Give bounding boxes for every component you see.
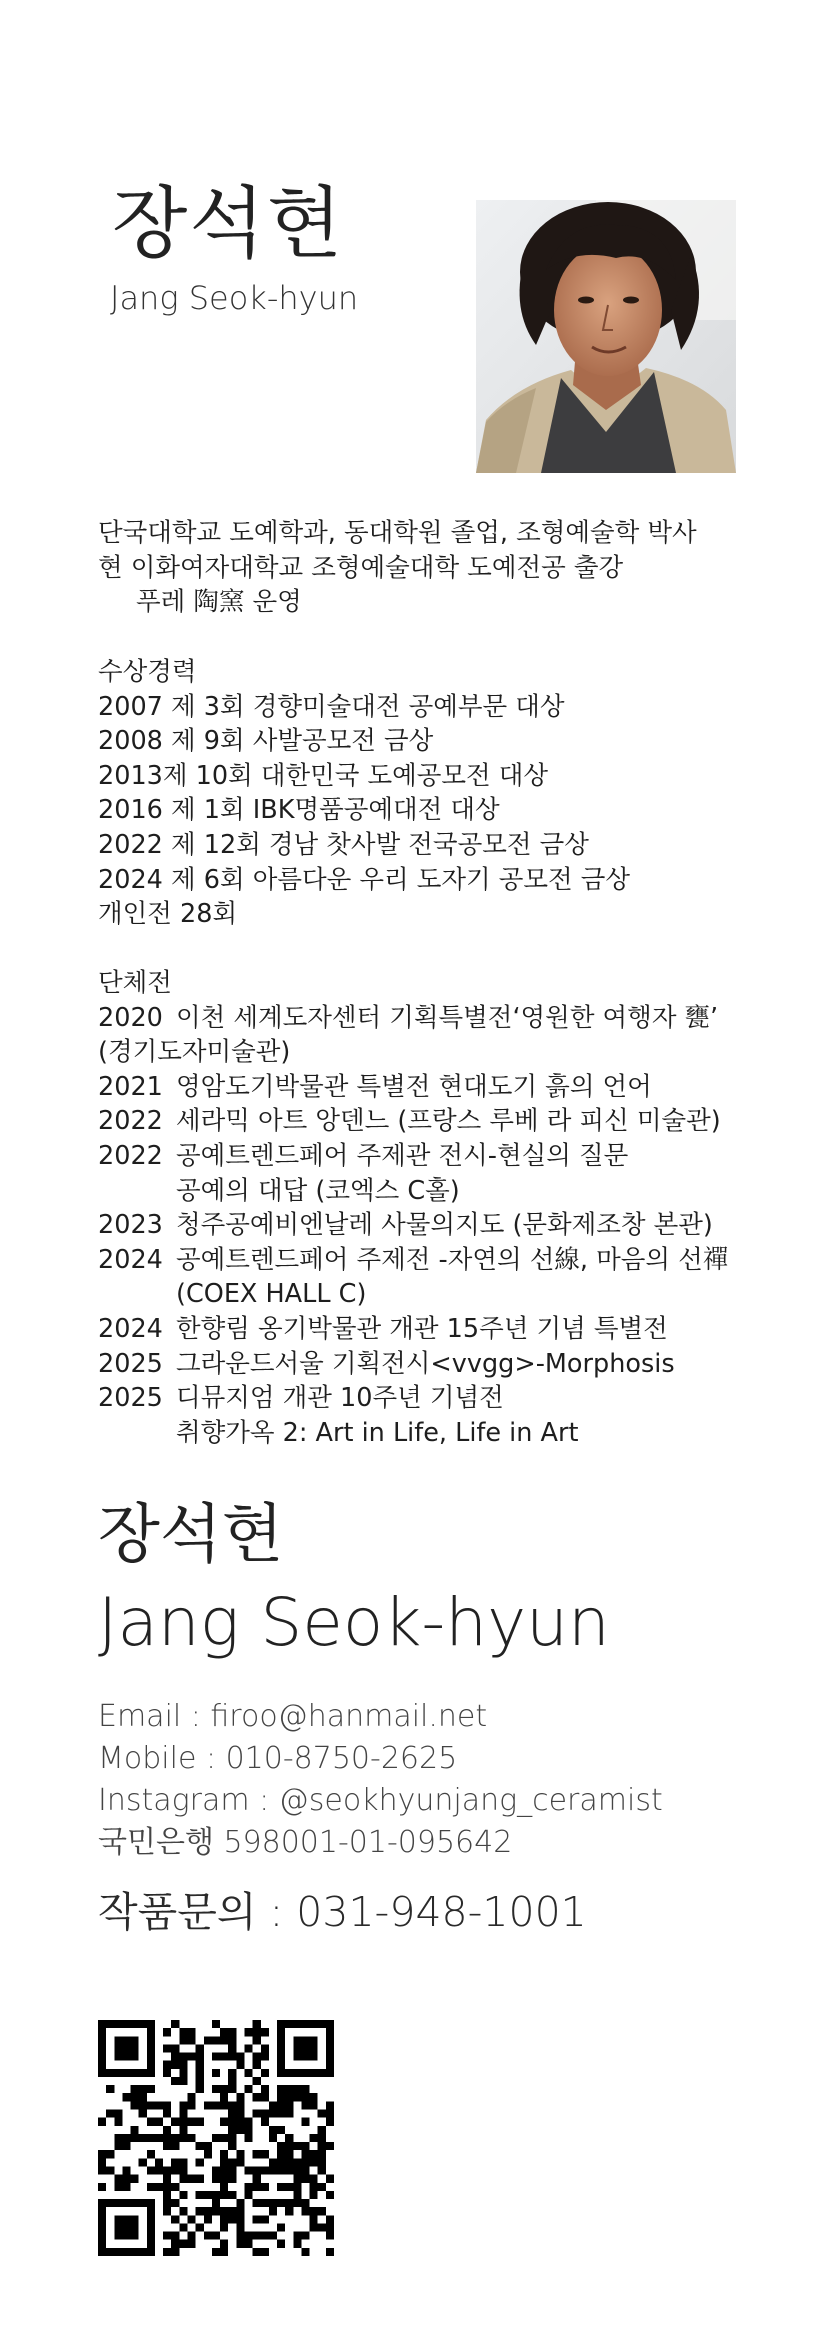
qr-code-icon[interactable] [98, 2020, 334, 2256]
contact-mobile[interactable]: Mobile : 010-8750-2625 [98, 1741, 458, 1776]
award-item: 2013제 10회 대한민국 도예공모전 대상 [98, 760, 548, 791]
exhibition-entry [98, 1208, 728, 1243]
education-line: 푸레 陶窯 운영 [136, 587, 302, 618]
exhibition-title: 이천 세계도자센터 기획특별전‘영원한 여행자 甕’ [176, 1002, 719, 1033]
exhibition-title: 세라믹 아트 앙덴느 (프랑스 루베 라 피신 미술관) [176, 1106, 721, 1137]
footer-name-korean: 장석현 [98, 1498, 284, 1572]
exhibition-continuation: 공예의 대답 (코엑스 C홀) [176, 1175, 460, 1206]
exhibition-title: 청주공예비엔날레 사물의지도 (문화제조창 본관) [176, 1210, 713, 1241]
exhibition-title: 한향림 옹기박물관 개관 15주년 기념 특별전 [176, 1313, 668, 1344]
exhibition-entry [98, 1243, 728, 1278]
exhibition-entry [98, 1381, 728, 1416]
exhibition-entry [98, 1001, 728, 1036]
footer-name-english: Jang Seok-hyun [98, 1584, 610, 1661]
group-heading: 단체전 [98, 968, 172, 998]
award-item: 2007 제 3회 경향미술대전 공예부문 대상 [98, 691, 565, 722]
contact-block [98, 1696, 663, 1864]
award-item: 개인전 28회 [98, 899, 238, 930]
award-item: 2022 제 12회 경남 찻사발 전국공모전 금상 [98, 829, 589, 860]
exhibition-title: 영암도기박물관 특별전 현대도기 흙의 언어 [176, 1071, 652, 1102]
awards-heading: 수상경력 [98, 657, 197, 687]
exhibition-entry [98, 1347, 728, 1382]
artist-name-english: Jang Seok-hyun [110, 279, 359, 317]
award-item: 2024 제 6회 아름다운 우리 도자기 공모전 금상 [98, 864, 630, 895]
work-inquiry-phone[interactable]: 작품문의 : 031-948-1001 [98, 1888, 587, 1936]
group-exhibitions-block [98, 966, 728, 1450]
education-block [98, 516, 697, 620]
exhibition-continuation: 취향가옥 2: Art in Life, Life in Art [176, 1417, 579, 1448]
education-line: 현 이화여자대학교 조형예술대학 도예전공 출강 [98, 552, 624, 583]
education-line: 단국대학교 도예학과, 동대학원 졸업, 조형예술학 박사 [98, 518, 697, 548]
exhibition-title: 공예트렌드페어 주제전 -자연의 선線, 마음의 선禪 [176, 1244, 729, 1275]
exhibition-year: 2024 [98, 1313, 163, 1344]
exhibition-year: 2025 [98, 1348, 163, 1379]
exhibition-entry [98, 1104, 728, 1139]
portrait-photo [476, 200, 736, 473]
exhibition-entry [98, 1139, 728, 1174]
exhibition-continuation: (경기도자미술관) [98, 1037, 291, 1068]
contact-instagram[interactable]: Instagram : @seokhyunjang_ceramist [98, 1783, 663, 1818]
exhibition-year: 2022 [98, 1106, 163, 1137]
awards-block [98, 655, 630, 932]
exhibition-year: 2025 [98, 1383, 163, 1414]
exhibition-continuation: (COEX HALL C) [176, 1279, 367, 1310]
exhibition-entry [98, 1312, 728, 1347]
exhibition-year: 2024 [98, 1244, 163, 1275]
contact-email[interactable]: Email : firoo@hanmail.net [98, 1699, 488, 1734]
exhibition-year: 2021 [98, 1071, 163, 1102]
exhibition-year: 2022 [98, 1140, 163, 1171]
award-item: 2016 제 1회 IBK명품공예대전 대상 [98, 795, 500, 826]
contact-bank-account: 국민은행 598001-01-095642 [98, 1825, 513, 1860]
artist-name-korean: 장석현 [112, 179, 345, 269]
exhibition-entry [98, 1070, 728, 1105]
exhibition-title: 디뮤지엄 개관 10주년 기념전 [176, 1383, 504, 1414]
award-item: 2008 제 9회 사발공모전 금상 [98, 726, 434, 757]
exhibition-year: 2023 [98, 1210, 163, 1241]
exhibition-title: 그라운드서울 기획전시<vvgg>-Morphosis [176, 1348, 675, 1379]
exhibition-title: 공예트렌드페어 주제관 전시-현실의 질문 [176, 1140, 629, 1171]
exhibition-year: 2020 [98, 1002, 163, 1033]
